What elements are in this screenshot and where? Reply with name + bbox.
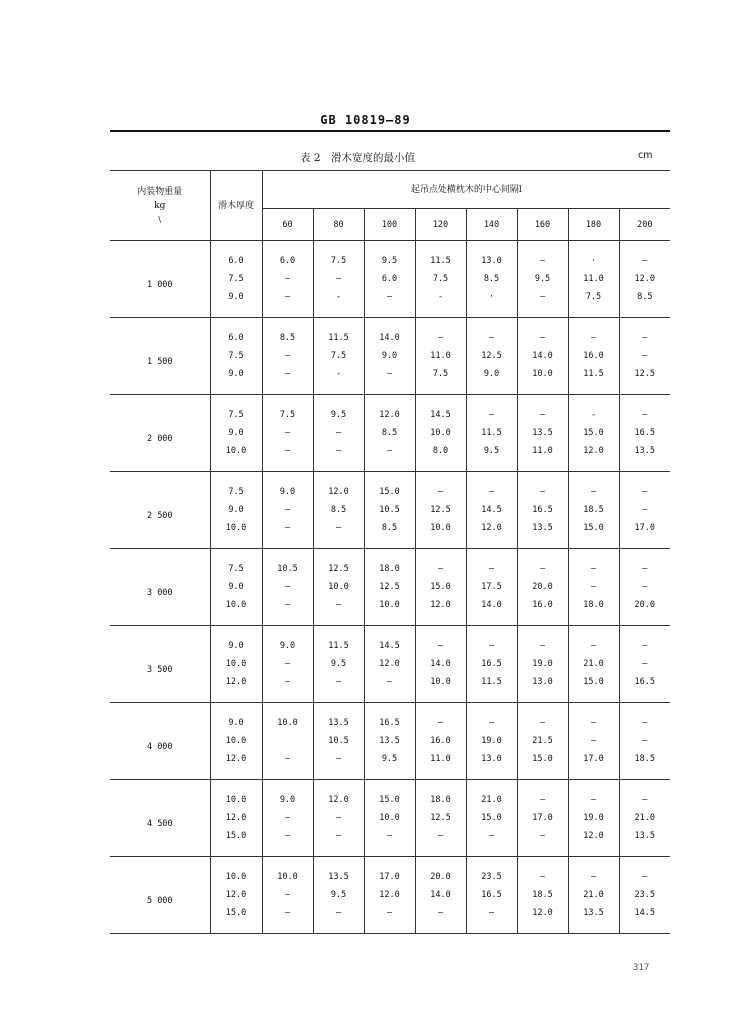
value-cell: — bbox=[313, 827, 364, 857]
value-cell: — bbox=[415, 904, 466, 934]
value-cell: — bbox=[313, 424, 364, 442]
value-cell: — bbox=[517, 318, 568, 348]
value-cell: — bbox=[415, 549, 466, 579]
weight-cell: 2 500 bbox=[110, 472, 210, 549]
value-cell: 15.0 bbox=[415, 578, 466, 596]
value-cell: 21.0 bbox=[568, 655, 619, 673]
value-cell: 13.5 bbox=[619, 442, 670, 472]
value-cell: 10.0 bbox=[517, 365, 568, 395]
table-row bbox=[110, 472, 670, 502]
value-cell: — bbox=[619, 626, 670, 656]
value-cell: 9.0 bbox=[466, 365, 517, 395]
value-cell: 12.0 bbox=[364, 886, 415, 904]
value-cell: 8.5 bbox=[313, 501, 364, 519]
value-cell: — bbox=[619, 395, 670, 425]
value-cell: — bbox=[517, 241, 568, 271]
value-cell: 18.5 bbox=[568, 501, 619, 519]
value-cell: 17.5 bbox=[466, 578, 517, 596]
value-cell: — bbox=[466, 703, 517, 733]
value-cell: 21.5 bbox=[517, 732, 568, 750]
table-row bbox=[110, 780, 670, 810]
value-cell: — bbox=[364, 904, 415, 934]
value-cell: 11.5 bbox=[415, 241, 466, 271]
thickness-cell: 7.5 bbox=[210, 549, 262, 579]
value-cell: 17.0 bbox=[568, 750, 619, 780]
value-cell: — bbox=[466, 827, 517, 857]
value-cell: — bbox=[619, 655, 670, 673]
thickness-cell: 10.0 bbox=[210, 732, 262, 750]
value-cell: 9.0 bbox=[364, 347, 415, 365]
value-cell: 14.0 bbox=[466, 596, 517, 626]
value-cell: — bbox=[619, 549, 670, 579]
thickness-cell: 15.0 bbox=[210, 904, 262, 934]
table-unit: cm bbox=[638, 150, 653, 161]
value-cell: — bbox=[517, 472, 568, 502]
value-cell: — bbox=[568, 549, 619, 579]
value-cell: 11.0 bbox=[517, 442, 568, 472]
value-cell: - bbox=[313, 288, 364, 318]
value-cell: — bbox=[262, 578, 313, 596]
value-cell: — bbox=[262, 596, 313, 626]
value-cell: 12.0 bbox=[364, 395, 415, 425]
value-cell: 13.5 bbox=[568, 904, 619, 934]
value-cell: 9.5 bbox=[517, 270, 568, 288]
spacing-header-160: 160 bbox=[517, 209, 568, 241]
value-cell: — bbox=[415, 703, 466, 733]
thickness-cell: 10.0 bbox=[210, 655, 262, 673]
value-cell: 23.5 bbox=[619, 886, 670, 904]
value-cell: 9.5 bbox=[313, 395, 364, 425]
value-cell: — bbox=[262, 827, 313, 857]
value-cell: 20.0 bbox=[415, 857, 466, 887]
value-cell: 14.5 bbox=[415, 395, 466, 425]
value-cell: 8.5 bbox=[619, 288, 670, 318]
value-cell: 21.0 bbox=[568, 886, 619, 904]
value-cell: 18.0 bbox=[568, 596, 619, 626]
value-cell: — bbox=[466, 472, 517, 502]
thickness-cell: 7.5 bbox=[210, 395, 262, 425]
value-cell: 16.5 bbox=[619, 424, 670, 442]
value-cell: 15.0 bbox=[364, 780, 415, 810]
thickness-cell: 12.0 bbox=[210, 886, 262, 904]
value-cell: 11.5 bbox=[466, 424, 517, 442]
value-cell: 16.5 bbox=[466, 886, 517, 904]
value-cell: 13.5 bbox=[517, 519, 568, 549]
value-cell: — bbox=[415, 318, 466, 348]
value-cell: 7.5 bbox=[262, 395, 313, 425]
weight-cell: 3 500 bbox=[110, 626, 210, 703]
value-cell: 10.5 bbox=[364, 501, 415, 519]
table-row bbox=[110, 549, 670, 579]
value-cell: 15.0 bbox=[466, 809, 517, 827]
value-cell: 11.0 bbox=[415, 750, 466, 780]
value-cell: — bbox=[619, 780, 670, 810]
min-skid-width-table bbox=[110, 170, 670, 934]
value-cell: — bbox=[313, 270, 364, 288]
weight-header-mark: \ bbox=[158, 214, 162, 224]
value-cell: 13.5 bbox=[364, 732, 415, 750]
value-cell: 12.5 bbox=[619, 365, 670, 395]
value-cell: 16.5 bbox=[517, 501, 568, 519]
value-cell: — bbox=[262, 442, 313, 472]
value-cell: — bbox=[619, 241, 670, 271]
value-cell: — bbox=[619, 347, 670, 365]
value-cell: — bbox=[568, 578, 619, 596]
value-cell: — bbox=[364, 442, 415, 472]
value-cell: 21.0 bbox=[619, 809, 670, 827]
value-cell: — bbox=[619, 732, 670, 750]
value-cell: — bbox=[313, 750, 364, 780]
value-cell: 18.5 bbox=[619, 750, 670, 780]
value-cell: 13.5 bbox=[313, 703, 364, 733]
value-cell: 21.0 bbox=[466, 780, 517, 810]
thickness-cell: 9.0 bbox=[210, 424, 262, 442]
value-cell: 15.0 bbox=[517, 750, 568, 780]
value-cell: 11.5 bbox=[313, 626, 364, 656]
value-cell: 16.0 bbox=[415, 732, 466, 750]
weight-header-unit: kg bbox=[154, 200, 166, 211]
header-rule bbox=[110, 130, 670, 132]
value-cell: 14.0 bbox=[364, 318, 415, 348]
value-cell: — bbox=[517, 703, 568, 733]
value-cell: — bbox=[262, 673, 313, 703]
value-cell: 12.0 bbox=[313, 780, 364, 810]
value-cell: — bbox=[517, 780, 568, 810]
value-cell: 12.0 bbox=[568, 442, 619, 472]
weight-cell: 5 000 bbox=[110, 857, 210, 934]
value-cell: 12.5 bbox=[466, 347, 517, 365]
value-cell: 8.5 bbox=[466, 270, 517, 288]
value-cell: 9.0 bbox=[262, 780, 313, 810]
value-cell: — bbox=[466, 904, 517, 934]
value-cell: 12.0 bbox=[313, 472, 364, 502]
value-cell: — bbox=[568, 732, 619, 750]
value-cell: 8.5 bbox=[364, 519, 415, 549]
value-cell: - bbox=[313, 365, 364, 395]
value-cell: — bbox=[466, 549, 517, 579]
value-cell: 16.5 bbox=[619, 673, 670, 703]
value-cell: 10.0 bbox=[262, 857, 313, 887]
value-cell: — bbox=[262, 288, 313, 318]
value-cell: — bbox=[262, 365, 313, 395]
weight-cell: 4 500 bbox=[110, 780, 210, 857]
value-cell: 9.5 bbox=[313, 886, 364, 904]
thickness-cell: 12.0 bbox=[210, 673, 262, 703]
value-cell: — bbox=[262, 750, 313, 780]
value-cell: — bbox=[619, 318, 670, 348]
value-cell: — bbox=[313, 442, 364, 472]
value-cell: — bbox=[262, 886, 313, 904]
table-row bbox=[110, 857, 670, 887]
spacing-header-100: 100 bbox=[364, 209, 415, 241]
thickness-cell: 9.0 bbox=[210, 626, 262, 656]
value-cell: 12.0 bbox=[568, 827, 619, 857]
value-cell: 12.0 bbox=[619, 270, 670, 288]
value-cell: 10.5 bbox=[262, 549, 313, 579]
value-cell: - bbox=[568, 395, 619, 425]
thickness-cell: 6.0 bbox=[210, 241, 262, 271]
value-cell: 11.0 bbox=[568, 270, 619, 288]
value-cell: 17.0 bbox=[364, 857, 415, 887]
value-cell: 12.0 bbox=[466, 519, 517, 549]
value-cell: — bbox=[568, 780, 619, 810]
value-cell: 11.5 bbox=[313, 318, 364, 348]
value-cell: — bbox=[619, 703, 670, 733]
value-cell: — bbox=[568, 626, 619, 656]
thickness-cell: 7.5 bbox=[210, 472, 262, 502]
value-cell: 9.5 bbox=[313, 655, 364, 673]
weight-cell: 4 000 bbox=[110, 703, 210, 780]
value-cell: 14.5 bbox=[619, 904, 670, 934]
value-cell: — bbox=[619, 501, 670, 519]
value-cell: 14.0 bbox=[415, 886, 466, 904]
standard-number: GB 10819—89 bbox=[320, 113, 411, 127]
value-cell: 9.0 bbox=[262, 472, 313, 502]
value-cell: — bbox=[262, 809, 313, 827]
value-cell: 10.0 bbox=[262, 703, 313, 733]
value-cell: 23.5 bbox=[466, 857, 517, 887]
value-cell: 8.5 bbox=[364, 424, 415, 442]
value-cell: — bbox=[568, 857, 619, 887]
value-cell: 18.5 bbox=[517, 886, 568, 904]
thickness-cell: 10.0 bbox=[210, 780, 262, 810]
page-number: 317 bbox=[633, 963, 650, 973]
value-cell: 12.5 bbox=[364, 578, 415, 596]
value-cell: — bbox=[364, 365, 415, 395]
table-row bbox=[110, 395, 670, 425]
value-cell: 11.5 bbox=[466, 673, 517, 703]
weight-header-label: 内装物重量 bbox=[137, 186, 183, 197]
thickness-cell: 10.0 bbox=[210, 596, 262, 626]
thickness-cell: 6.0 bbox=[210, 318, 262, 348]
value-cell: 9.5 bbox=[466, 442, 517, 472]
value-cell: — bbox=[262, 347, 313, 365]
value-cell: 7.5 bbox=[415, 365, 466, 395]
spacing-header-60: 60 bbox=[262, 209, 313, 241]
value-cell: 9.5 bbox=[364, 750, 415, 780]
thickness-cell: 12.0 bbox=[210, 750, 262, 780]
value-cell bbox=[262, 732, 313, 750]
value-cell: 13.0 bbox=[466, 750, 517, 780]
thickness-cell: 10.0 bbox=[210, 857, 262, 887]
value-cell: 20.0 bbox=[619, 596, 670, 626]
value-cell: 10.5 bbox=[313, 732, 364, 750]
thickness-cell: 10.0 bbox=[210, 519, 262, 549]
value-cell: 13.0 bbox=[466, 241, 517, 271]
value-cell: 7.5 bbox=[415, 270, 466, 288]
value-cell: 16.0 bbox=[517, 596, 568, 626]
value-cell: — bbox=[415, 472, 466, 502]
value-cell: 8.5 bbox=[262, 318, 313, 348]
value-cell: — bbox=[619, 578, 670, 596]
weight-cell: 3 000 bbox=[110, 549, 210, 626]
thickness-cell: 7.5 bbox=[210, 270, 262, 288]
thickness-cell: 15.0 bbox=[210, 827, 262, 857]
value-cell: — bbox=[568, 472, 619, 502]
value-cell: · bbox=[466, 288, 517, 318]
spacing-header-180: 180 bbox=[568, 209, 619, 241]
table-caption: 表 2 滑木宽度的最小值 bbox=[300, 152, 416, 164]
value-cell: 18.0 bbox=[415, 780, 466, 810]
value-cell: 12.0 bbox=[364, 655, 415, 673]
value-cell: — bbox=[568, 703, 619, 733]
value-cell: — bbox=[466, 626, 517, 656]
spacing-header-140: 140 bbox=[466, 209, 517, 241]
thickness-header: 滑木厚度 bbox=[210, 171, 262, 241]
value-cell: 16.0 bbox=[568, 347, 619, 365]
value-cell: — bbox=[517, 288, 568, 318]
value-cell: — bbox=[466, 318, 517, 348]
weight-header bbox=[110, 171, 210, 241]
value-cell: 12.5 bbox=[415, 501, 466, 519]
value-cell: 13.0 bbox=[517, 673, 568, 703]
value-cell: 11.0 bbox=[415, 347, 466, 365]
value-cell: 19.0 bbox=[466, 732, 517, 750]
value-cell: 15.0 bbox=[568, 673, 619, 703]
value-cell: 15.0 bbox=[364, 472, 415, 502]
thickness-cell: 12.0 bbox=[210, 809, 262, 827]
thickness-cell: 9.0 bbox=[210, 501, 262, 519]
value-cell: — bbox=[262, 424, 313, 442]
value-cell: 19.0 bbox=[517, 655, 568, 673]
value-cell: — bbox=[313, 904, 364, 934]
value-cell: 10.0 bbox=[364, 809, 415, 827]
value-cell: 7.5 bbox=[313, 347, 364, 365]
value-cell: 20.0 bbox=[517, 578, 568, 596]
value-cell: 12.5 bbox=[313, 549, 364, 579]
value-cell: 17.0 bbox=[517, 809, 568, 827]
value-cell: — bbox=[262, 270, 313, 288]
value-cell: — bbox=[313, 673, 364, 703]
value-cell: 8.0 bbox=[415, 442, 466, 472]
value-cell: 7.5 bbox=[568, 288, 619, 318]
value-cell: — bbox=[619, 472, 670, 502]
value-cell: — bbox=[262, 655, 313, 673]
thickness-cell: 9.0 bbox=[210, 288, 262, 318]
value-cell: · bbox=[568, 241, 619, 271]
value-cell: 12.5 bbox=[415, 809, 466, 827]
value-cell: 13.5 bbox=[517, 424, 568, 442]
weight-cell: 1 500 bbox=[110, 318, 210, 395]
thickness-cell: 10.0 bbox=[210, 442, 262, 472]
value-cell: 10.0 bbox=[313, 578, 364, 596]
value-cell: 16.5 bbox=[466, 655, 517, 673]
value-cell: 12.0 bbox=[517, 904, 568, 934]
value-cell: 17.0 bbox=[619, 519, 670, 549]
value-cell: 13.5 bbox=[619, 827, 670, 857]
value-cell: 15.0 bbox=[568, 424, 619, 442]
value-cell: — bbox=[466, 395, 517, 425]
value-cell: 10.0 bbox=[415, 519, 466, 549]
value-cell: — bbox=[313, 519, 364, 549]
thickness-cell: 9.0 bbox=[210, 365, 262, 395]
spacing-header-80: 80 bbox=[313, 209, 364, 241]
spacing-header-120: 120 bbox=[415, 209, 466, 241]
value-cell: 16.5 bbox=[364, 703, 415, 733]
value-cell: 7.5 bbox=[313, 241, 364, 271]
value-cell: 14.0 bbox=[517, 347, 568, 365]
value-cell: 14.5 bbox=[466, 501, 517, 519]
table-row bbox=[110, 318, 670, 348]
value-cell: - bbox=[415, 288, 466, 318]
table-row bbox=[110, 241, 670, 271]
weight-cell: 2 000 bbox=[110, 395, 210, 472]
value-cell: — bbox=[313, 596, 364, 626]
value-cell: — bbox=[364, 827, 415, 857]
value-cell: 10.0 bbox=[364, 596, 415, 626]
thickness-cell: 9.0 bbox=[210, 703, 262, 733]
value-cell: 14.0 bbox=[415, 655, 466, 673]
table-row bbox=[110, 626, 670, 656]
thickness-cell: 7.5 bbox=[210, 347, 262, 365]
value-cell: — bbox=[517, 857, 568, 887]
value-cell: 10.0 bbox=[415, 673, 466, 703]
value-cell: 11.5 bbox=[568, 365, 619, 395]
value-cell: — bbox=[262, 904, 313, 934]
spacing-group-header: 起吊点处横枕木的中心间隔l bbox=[262, 171, 670, 209]
thickness-cell: 9.0 bbox=[210, 578, 262, 596]
value-cell: 14.5 bbox=[364, 626, 415, 656]
value-cell: 9.5 bbox=[364, 241, 415, 271]
value-cell: 6.0 bbox=[364, 270, 415, 288]
value-cell: — bbox=[262, 501, 313, 519]
value-cell: — bbox=[364, 673, 415, 703]
value-cell: 19.0 bbox=[568, 809, 619, 827]
value-cell: — bbox=[517, 395, 568, 425]
value-cell: — bbox=[568, 318, 619, 348]
weight-cell: 1 000 bbox=[110, 241, 210, 318]
value-cell: — bbox=[313, 809, 364, 827]
value-cell: 9.0 bbox=[262, 626, 313, 656]
value-cell: — bbox=[517, 549, 568, 579]
value-cell: — bbox=[415, 626, 466, 656]
value-cell: 12.0 bbox=[415, 596, 466, 626]
spacing-header-200: 200 bbox=[619, 209, 670, 241]
value-cell: — bbox=[364, 288, 415, 318]
value-cell: — bbox=[262, 519, 313, 549]
value-cell: 10.0 bbox=[415, 424, 466, 442]
value-cell: — bbox=[517, 626, 568, 656]
value-cell: — bbox=[415, 827, 466, 857]
value-cell: — bbox=[619, 857, 670, 887]
value-cell: 13.5 bbox=[313, 857, 364, 887]
table-row bbox=[110, 703, 670, 733]
value-cell: 18.0 bbox=[364, 549, 415, 579]
value-cell: 15.0 bbox=[568, 519, 619, 549]
value-cell: 6.0 bbox=[262, 241, 313, 271]
value-cell: — bbox=[517, 827, 568, 857]
